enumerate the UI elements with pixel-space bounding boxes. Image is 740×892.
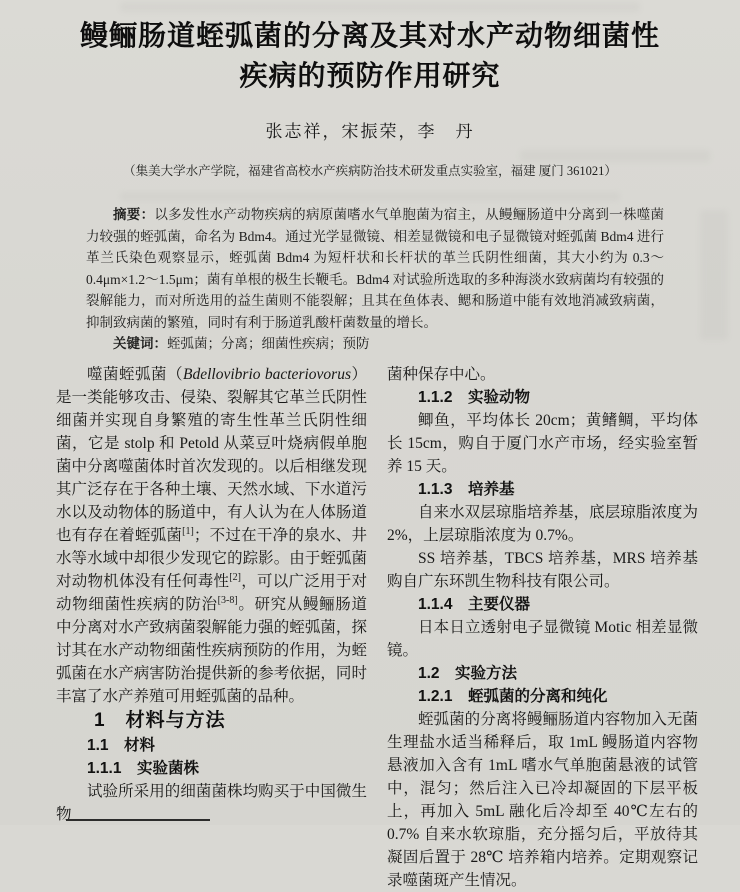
scan-bleedthrough [120, 2, 640, 12]
scan-bleedthrough [700, 210, 728, 340]
section-heading-1-1-2: 1.1.2 实验动物 [418, 388, 530, 406]
section-heading-1-2-1: 1.2.1 蛭弧菌的分离和纯化 [418, 687, 608, 705]
right-column [387, 363, 698, 892]
intro-text: ；不过在干净的泉水、井水等水域中却很少发现它的踪影。由于蛭弧菌对动物机体没有任何毒性 [56, 526, 367, 590]
authors-line: 张志祥，宋振荣，李 丹 [265, 122, 475, 141]
paragraph-isolation-method: 蛭弧菌的分离将鳗鲡肠道内容物加入无菌生理盐水适当稀释后，取 1mL 鳗肠道内容物悬液加入含有 1mL 嗜水气单胞菌悬液的试管中，混匀；然后注入已冷却凝固的下层平板上，再加入 5mL 融化后冷却至 40℃左右的 0.7% 自来水软琼脂，充分摇匀后，平放待其凝固后置于 28℃ 培养箱内培养。定期观察记录噬菌斑产生情况。 [387, 710, 698, 889]
citation-ref-1: [1] [182, 525, 194, 537]
paper-title-line2: 疾病的预防作用研究 [239, 60, 501, 91]
citation-ref-2: [2] [229, 571, 241, 583]
paragraph-strains-continued: 菌种保存中心。 [387, 365, 496, 383]
paper-title-line1: 鳗鲡肠道蛭弧菌的分离及其对水产动物细菌性 [79, 20, 660, 51]
abstract-block [86, 204, 664, 355]
keywords-text: 蛭弧菌；分离；细菌性疾病；预防 [167, 336, 370, 351]
two-column-body [56, 363, 698, 892]
section-heading-1: 1 材料与方法 [94, 709, 226, 731]
paragraph-experimental-animals: 鲫鱼，平均体长 20cm；黄鳍鲷，平均体长 15cm，购自于厦门水产市场，经实验室暂养 15 天。 [387, 411, 698, 475]
intro-text: ）是一类能够攻击、侵染、裂解其它革兰氏阴性细菌并实现自身繁殖的寄生性革兰氏阴性细菌，它是 stolp 和 Petold 从菜豆叶烧病假单胞菌中分离噬菌体时首次发现的。以后相继发现其广泛存在于各种土壤、天然水域、下水道污水以及动物体的肠道中，有人认为在人体肠道也有存在着蛭弧菌 [56, 365, 367, 544]
scan-bleedthrough [120, 192, 620, 201]
paragraph-strains-left: 试验所采用的细菌菌株均购买于中国微生物 [56, 782, 367, 823]
footnote-divider [66, 819, 210, 821]
section-heading-1-1-4: 1.1.4 主要仪器 [418, 595, 530, 613]
paragraph-medium-b: SS 培养基，TBCS 培养基，MRS 培养基购自广东环凯生物科技有限公司。 [387, 549, 698, 590]
citation-ref-3-8: [3-8] [217, 594, 238, 606]
abstract-text: 以多发性水产动物疾病的病原菌嗜水气单胞菌为宿主，从鳗鲡肠道中分离到一株噬菌力较强的蛭弧菌，命名为 Bdm4。通过光学显微镜、相差显微镜和电子显微镜对蛭弧菌 Bdm4 进行革兰氏染色观察显示，蛭弧菌 Bdm4 为短杆状和长杆状的革兰氏阴性细菌，其大小约为 0.3～0.4μm×1.2～1.5μm；菌有单根的极生长鞭毛。Bdm4 对试验所选取的多种海淡水致病菌均有较强的裂解能力，而对所选用的益生菌则不能裂解；且其在鱼体表、鳃和肠道中能有效地消减致病菌，抑制致病菌的繁殖，同时有利于肠道乳酸杆菌数量的增长。 [86, 207, 665, 330]
abstract-paragraph [86, 204, 664, 333]
affiliation-line: （集美大学水产学院，福建省高校水产疾病防治技术研发重点实验室，福建 厦门 361021） [123, 164, 617, 178]
intro-text: ，可以广泛用于对动物细菌性疾病的防治 [56, 572, 367, 613]
scan-bleedthrough [520, 150, 710, 162]
keywords-line [86, 333, 664, 355]
intro-text: 。研究从鳗鲡肠道中分离对水产致病菌裂解能力强的蛭弧菌，探讨其在水产动物细菌性疾病预防的作用，为蛭弧菌在水产病害防治提供新的参考依据，同时丰富了水产养殖可用蛭弧菌的品种。 [56, 595, 367, 705]
section-heading-1-1-1: 1.1.1 实验菌株 [87, 759, 199, 777]
left-column [56, 363, 367, 892]
intro-text: 噬菌蛭弧菌（ [87, 365, 184, 383]
paragraph-medium-a: 自来水双层琼脂培养基，底层琼脂浓度为 2%，上层琼脂浓度为 0.7%。 [387, 503, 698, 544]
section-heading-1-2: 1.2 实验方法 [418, 664, 518, 682]
section-heading-1-1: 1.1 材料 [87, 736, 156, 754]
species-name-italic: Bdellovibrio bacteriovorus [183, 365, 351, 383]
paper-title [0, 16, 740, 96]
section-heading-1-1-3: 1.1.3 培养基 [418, 480, 515, 498]
abstract-label: 摘要： [113, 207, 155, 222]
keywords-label: 关键词： [113, 336, 167, 351]
paragraph-instruments: 日本日立透射电子显微镜 Motic 相差显微镜。 [387, 618, 698, 659]
intro-paragraph [56, 363, 367, 708]
